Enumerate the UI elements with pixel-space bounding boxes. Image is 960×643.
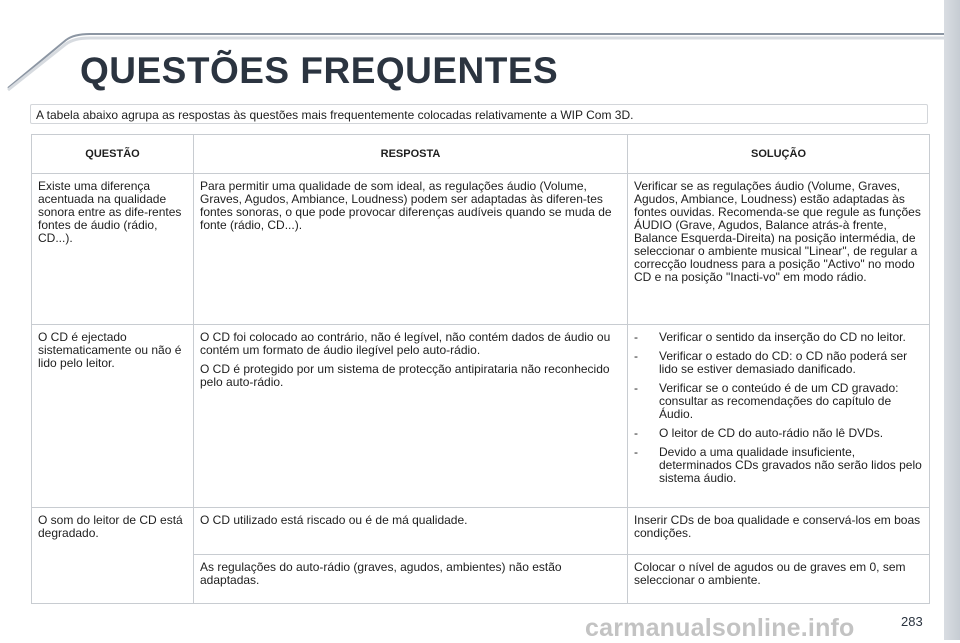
answer-text: Para permitir uma qualidade de som ideal, as regulações áudio (Volume, Graves, Agudos, Ambiance, Loudness) podem ser adaptadas às diferen-tes fontes sonoras, o que pode provocar diferenças audíveis quando se muda de fonte (rádio, CD...). bbox=[200, 179, 612, 232]
question-cell: O som do leitor de CD está degradado. bbox=[32, 508, 194, 604]
table-row bbox=[32, 325, 930, 508]
dash-bullet: - bbox=[634, 330, 638, 344]
answer-text: O CD é protegido por um sistema de protecção antipirataria não reconhecido pelo auto-rádio. bbox=[200, 362, 610, 389]
table-row bbox=[32, 174, 930, 325]
list-item-text: Verificar se o conteúdo é de um CD gravado: consultar as recomendações do capítulo de Áudio. bbox=[659, 381, 899, 421]
dash-bullet: - bbox=[634, 445, 638, 459]
list-item bbox=[634, 331, 923, 344]
column-header-solution: SOLUÇÃO bbox=[628, 135, 930, 174]
list-item bbox=[634, 446, 923, 485]
list-item bbox=[634, 382, 923, 421]
list-item-text: Verificar o sentido da inserção do CD no leitor. bbox=[659, 330, 906, 344]
watermark-text: carmanualsonline.info bbox=[585, 614, 855, 642]
solution-cell: Verificar se as regulações áudio (Volume, Graves, Agudos, Ambiance, Loudness) estão adaptadas às fontes ouvidas. Recomenda-se que regule as funções ÁUDIO (Grave, Agudos, Balance atrás-à frente, Balance Esquerda-Direita) na posição intermédia, de seleccionar o ambiente musical "Linear", de regular a correcção loudness para a posição "Activo" no modo CD e na posição "Inacti-vo" em modo rádio. bbox=[628, 174, 930, 325]
question-cell: O CD é ejectado sistematicamente ou não é lido pelo leitor. bbox=[32, 325, 194, 508]
answer-text: O CD foi colocado ao contrário, não é legível, não contém dados de áudio ou contém um formato de áudio ilegível pelo auto-rádio. bbox=[200, 330, 611, 357]
list-item-text: Verificar o estado do CD: o CD não poderá ser lido se estiver demasiado danificado. bbox=[659, 349, 908, 376]
dash-bullet: - bbox=[634, 381, 638, 395]
question-cell: Existe uma diferença acentuada na qualidade sonora entre as dife-rentes fontes de áudio (rádio, CD...). bbox=[32, 174, 194, 325]
table-header-row bbox=[32, 135, 930, 174]
list-item-text: Devido a uma qualidade insuficiente, determinados CDs gravados não serão lidos pelo sistema áudio. bbox=[659, 445, 922, 485]
column-header-answer: RESPOSTA bbox=[194, 135, 628, 174]
solution-cell bbox=[628, 325, 930, 508]
answer-text: As regulações do auto-rádio (graves, agudos, ambientes) não estão adaptadas. bbox=[200, 560, 562, 587]
answer-cell bbox=[194, 174, 628, 325]
dash-bullet: - bbox=[634, 426, 638, 440]
page-title: QUESTÕES FREQUENTES bbox=[80, 50, 559, 91]
dash-bullet: - bbox=[634, 349, 638, 363]
answer-text: O CD utilizado está riscado ou é de má qualidade. bbox=[200, 513, 468, 527]
column-header-question: QUESTÃO bbox=[32, 135, 194, 174]
answer-cell bbox=[194, 325, 628, 508]
faq-table bbox=[31, 134, 930, 604]
answer-cell bbox=[194, 508, 628, 555]
list-item bbox=[634, 350, 923, 376]
list-item bbox=[634, 427, 923, 440]
table-row bbox=[32, 508, 930, 555]
solution-list bbox=[634, 331, 923, 485]
answer-cell bbox=[194, 555, 628, 604]
solution-cell: Inserir CDs de boa qualidade e conservá-los em boas condições. bbox=[628, 508, 930, 555]
solution-cell: Colocar o nível de agudos ou de graves em 0, sem seleccionar o ambiente. bbox=[628, 555, 930, 604]
page-number: 283 bbox=[901, 614, 923, 629]
intro-text: A tabela abaixo agrupa as respostas às questões mais frequentemente colocadas relativamente a WIP Com 3D. bbox=[30, 104, 928, 124]
list-item-text: O leitor de CD do auto-rádio não lê DVDs. bbox=[659, 426, 884, 440]
